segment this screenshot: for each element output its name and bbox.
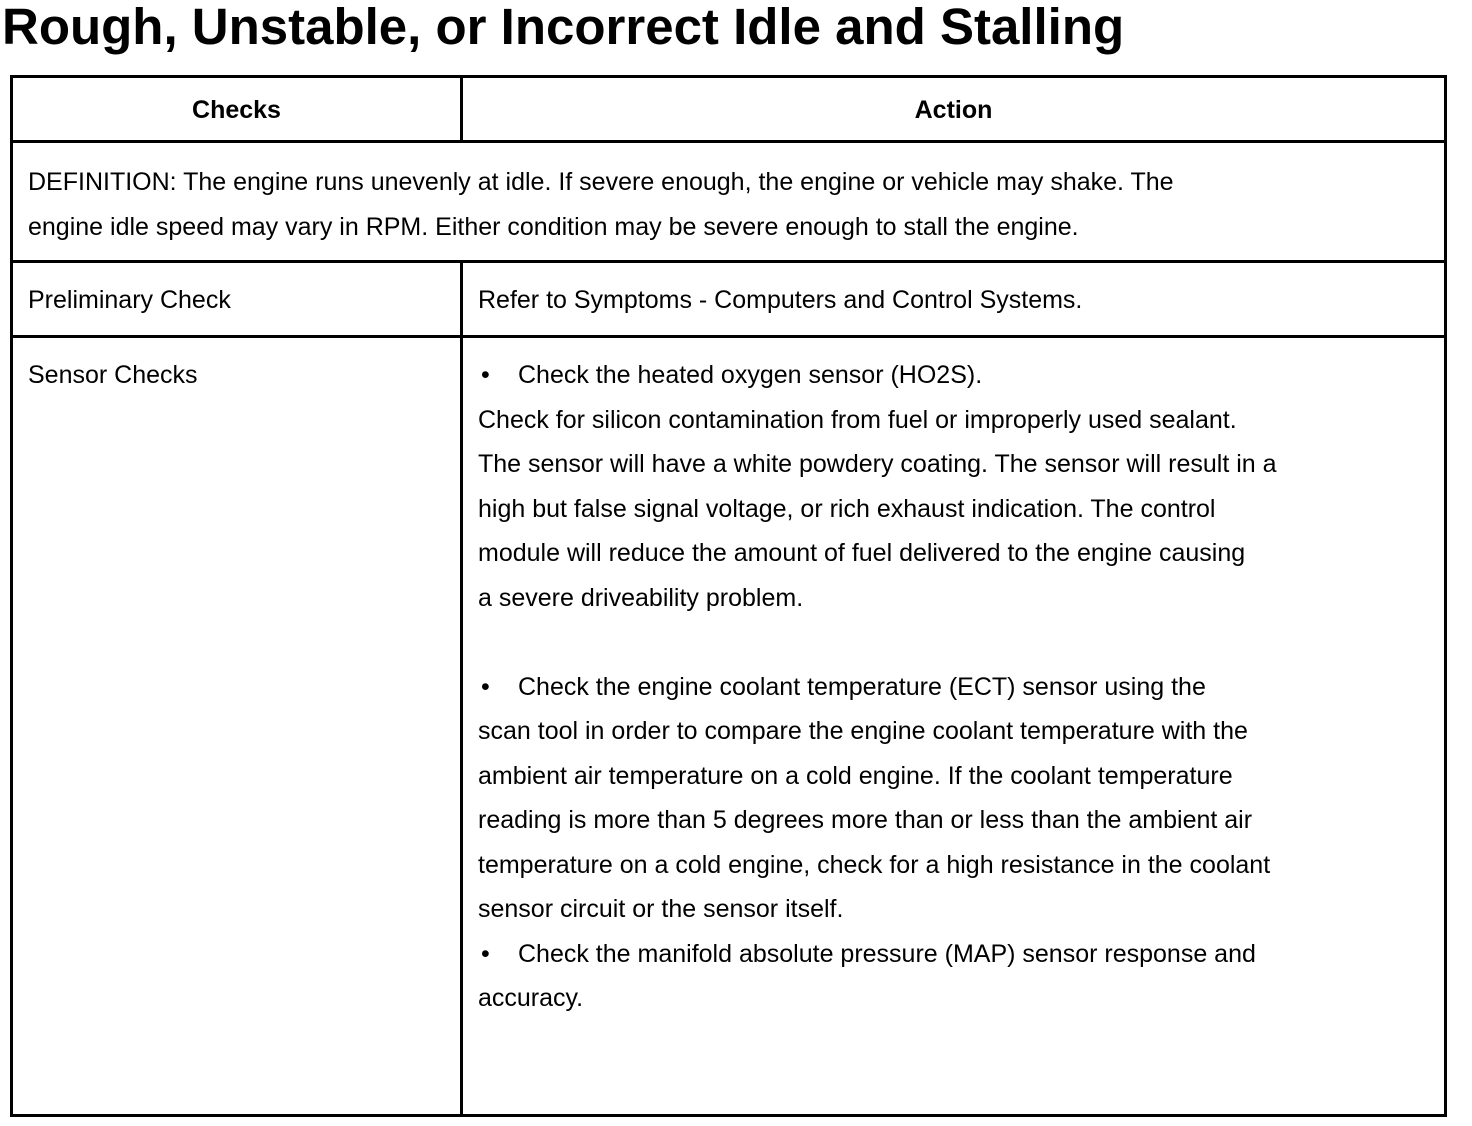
action-line: reading is more than 5 degrees more than or less than the ambient air bbox=[478, 806, 1253, 834]
list-item bbox=[478, 665, 1277, 932]
action-line: The sensor will have a white powdery coating. The sensor will result in a bbox=[478, 450, 1277, 478]
definition-text bbox=[28, 160, 1174, 249]
action-line: a severe driveability problem. bbox=[478, 583, 804, 612]
check-sensor: Sensor Checks bbox=[28, 361, 198, 389]
definition-line: engine idle speed may vary in RPM. Either condition may be severe enough to stall the engine. bbox=[28, 212, 1079, 241]
header-divider bbox=[13, 140, 1444, 143]
action-preliminary bbox=[478, 278, 1082, 323]
action-line: accuracy. bbox=[478, 984, 584, 1012]
check-preliminary: Preliminary Check bbox=[28, 286, 231, 314]
column-divider bbox=[460, 260, 463, 1114]
bullet-icon: • bbox=[481, 672, 490, 701]
definition-line: DEFINITION: The engine runs unevenly at idle. If severe enough, the engine or vehicle may shake. The bbox=[28, 168, 1174, 196]
action-line: Check for silicon contamination from fuel or improperly used sealant. bbox=[478, 405, 1237, 434]
bullet-text: Check the heated oxygen sensor (HO2S). bbox=[518, 361, 983, 389]
action-line: temperature on a cold engine, check for a high resistance in the coolant bbox=[478, 850, 1271, 879]
page-title: Rough, Unstable, or Incorrect Idle and Stalling bbox=[2, 0, 1125, 55]
action-line: Refer to Symptoms - Computers and Control Systems. bbox=[478, 286, 1083, 314]
definition-divider bbox=[13, 260, 1444, 263]
row-divider bbox=[13, 335, 1444, 338]
symptom-table bbox=[10, 75, 1447, 1117]
list-item bbox=[478, 932, 1277, 1021]
action-line: high but false signal voltage, or rich exhaust indication. The control bbox=[478, 494, 1216, 523]
list-item bbox=[478, 353, 1277, 620]
bullet-text: Check the manifold absolute pressure (MAP) sensor response and bbox=[518, 939, 1256, 968]
header-action: Action bbox=[914, 96, 993, 124]
spacer bbox=[478, 620, 1277, 665]
bullet-text: Check the engine coolant temperature (ECT) sensor using the bbox=[518, 672, 1206, 701]
header-checks: Checks bbox=[192, 96, 281, 124]
action-line: module will reduce the amount of fuel delivered to the engine causing bbox=[478, 539, 1246, 567]
action-sensor bbox=[478, 353, 1277, 1021]
action-line: scan tool in order to compare the engine coolant temperature with the bbox=[478, 717, 1248, 745]
bullet-icon: • bbox=[481, 939, 490, 968]
action-line: sensor circuit or the sensor itself. bbox=[478, 895, 844, 923]
action-line: ambient air temperature on a cold engine. If the coolant temperature bbox=[478, 761, 1233, 790]
bullet-icon: • bbox=[481, 361, 490, 389]
